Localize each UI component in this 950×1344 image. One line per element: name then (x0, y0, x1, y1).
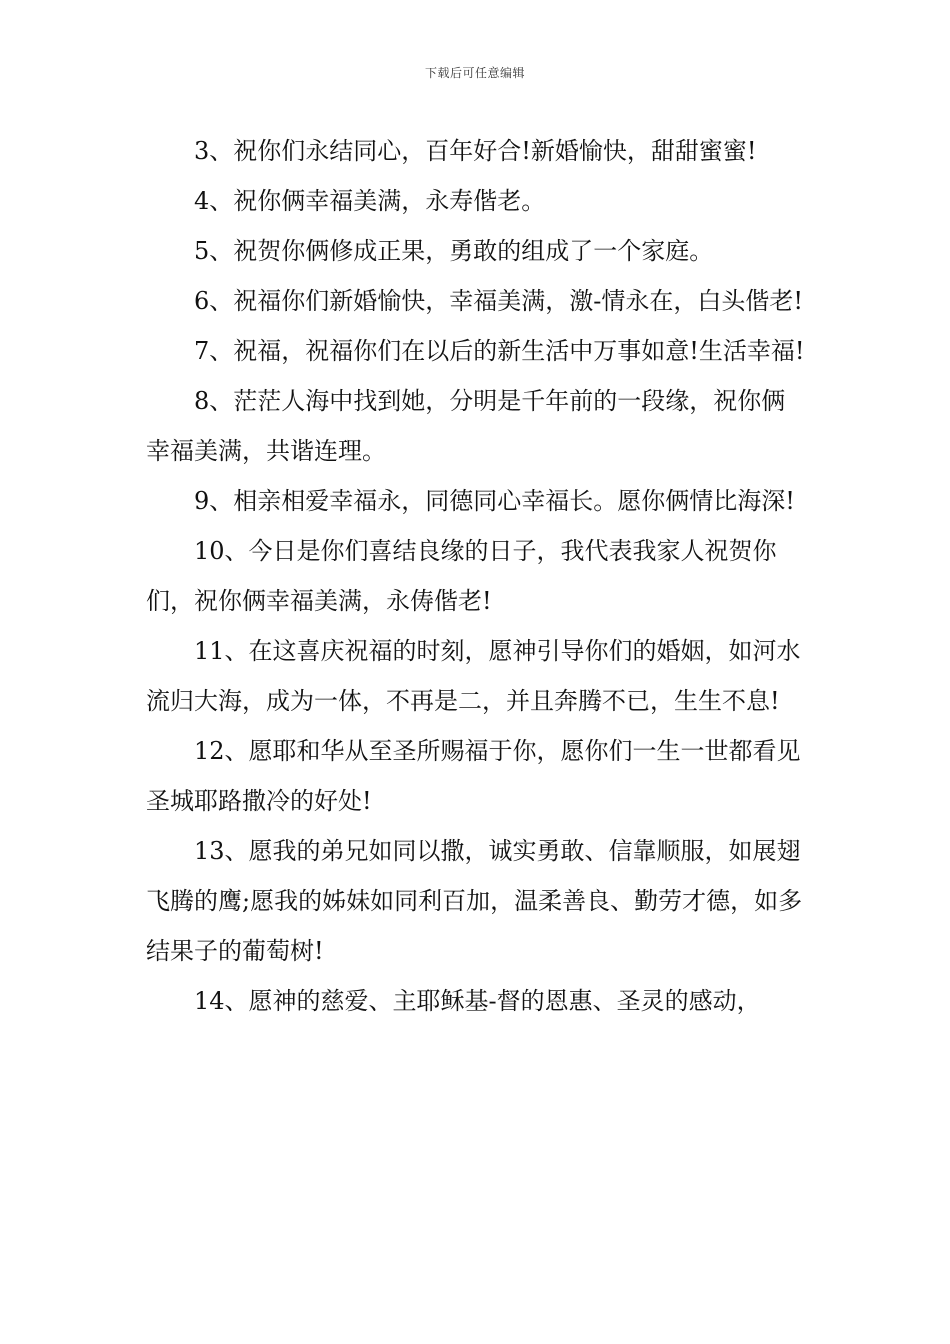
paragraph-3: 3、祝你们永结同心，百年好合!新婚愉快，甜甜蜜蜜! (194, 137, 757, 165)
paragraph-12: 12、愿耶和华从至圣所赐福于你，愿你们一生一世都看见圣城耶路撒冷的好处! (146, 737, 801, 815)
paragraph-14: 14、愿神的慈爱、主耶稣基-督的恩惠、圣灵的感动， (194, 987, 761, 1015)
paragraph-10: 10、今日是你们喜结良缘的日子，我代表我家人祝贺你们，祝你俩幸福美满，永俦偕老! (146, 537, 777, 615)
paragraph-11: 11、在这喜庆祝福的时刻，愿神引导你们的婚姻，如河水流归大海，成为一体，不再是二，并且奔腾不已，生生不息! (146, 637, 801, 715)
paragraph-6: 6、祝福你们新婚愉快，幸福美满，激-情永在，白头偕老! (194, 287, 804, 315)
paragraph-8: 8、茫茫人海中找到她，分明是千年前的一段缘，祝你俩幸福美满，共谐连理。 (146, 387, 786, 465)
page-header: 下载后可任意编辑 (424, 66, 525, 80)
paragraph-13: 13、愿我的弟兄如同以撒，诚实勇敢、信靠顺服，如展翅飞腾的鹰;愿我的姊妹如同利百加，温柔善良、勤劳才德，如多结果子的葡萄树! (146, 837, 803, 965)
paragraph-9: 9、相亲相爱幸福永，同德同心幸福长。愿你俩情比海深! (194, 487, 795, 515)
document-body (146, 126, 808, 1026)
paragraph-4: 4、祝你俩幸福美满，永寿偕老。 (194, 187, 546, 215)
paragraph-7: 7、祝福，祝福你们在以后的新生活中万事如意!生活幸福! (194, 337, 805, 365)
paragraph-5: 5、祝贺你俩修成正果，勇敢的组成了一个家庭。 (194, 237, 714, 265)
